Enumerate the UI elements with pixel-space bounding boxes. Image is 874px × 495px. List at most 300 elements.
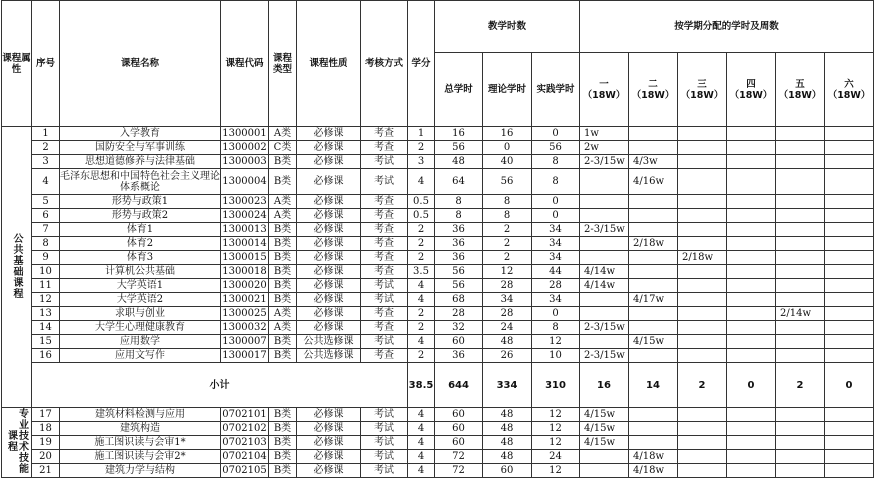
total-hours-cell: 36	[435, 349, 483, 363]
semester-6-cell	[825, 464, 874, 478]
header-semester-5: 五 （18W）	[776, 53, 825, 127]
semester-4-cell	[727, 237, 776, 251]
semester-5-cell	[776, 155, 825, 169]
header-course-type: 课程类型	[269, 1, 297, 127]
course-code-cell: 1300021	[222, 294, 267, 305]
semester-3-cell: 2/18w	[678, 251, 727, 265]
total-hours-cell: 8	[435, 195, 483, 209]
theory-hours-cell: 34	[483, 293, 532, 307]
practice-hours-cell: 10	[532, 349, 580, 363]
semester-6-cell	[825, 335, 874, 349]
assessment-cell: 考查	[361, 195, 408, 209]
course-nature-cell: 必修课	[297, 237, 361, 251]
semester-1-cell	[580, 209, 629, 223]
semester-6-cell	[825, 251, 874, 265]
practice-hours-cell: 28	[532, 279, 580, 293]
semester-6-cell	[825, 279, 874, 293]
seq-cell: 12	[32, 293, 60, 307]
theory-hours-cell: 48	[483, 450, 532, 464]
total-hours-cell: 32	[435, 321, 483, 335]
seq-cell: 17	[32, 408, 60, 422]
theory-hours-cell: 0	[483, 141, 532, 155]
total-hours-cell: 16	[435, 127, 483, 141]
course-nature-cell: 必修课	[297, 450, 361, 464]
table-row	[2, 279, 874, 293]
seq-cell: 15	[32, 335, 60, 349]
semester-2-cell	[629, 279, 678, 293]
header-semester-allocation: 按学期分配的学时及周数	[580, 1, 874, 53]
assessment-cell: 考查	[361, 349, 408, 363]
course-code-cell: 1300003	[222, 156, 267, 167]
seq-cell: 16	[32, 349, 60, 363]
subtotal-credit: 38.5	[408, 363, 435, 408]
table-row	[2, 422, 874, 436]
semester-2-cell	[629, 408, 678, 422]
course-type-cell: B类	[269, 293, 297, 307]
header-teaching-hours: 教学时数	[435, 1, 580, 53]
practice-hours-cell: 44	[532, 265, 580, 279]
semester-5-cell	[776, 349, 825, 363]
semester-5-cell	[776, 422, 825, 436]
semester-3-cell	[678, 169, 727, 195]
credit-cell: 3	[408, 155, 435, 169]
semester-4-cell	[727, 450, 776, 464]
header-course-name: 课程名称	[60, 1, 221, 127]
semester-5-cell	[776, 450, 825, 464]
semester-5-cell	[776, 321, 825, 335]
course-type-cell: B类	[269, 436, 297, 450]
course-name-cell: 施工图识读与会审2*	[60, 450, 221, 464]
course-name-cell: 形势与政策2	[60, 209, 221, 223]
course-type-cell: B类	[269, 335, 297, 349]
assessment-cell: 考查	[361, 237, 408, 251]
practice-hours-cell: 56	[532, 141, 580, 155]
semester-2-cell: 4/18w	[629, 450, 678, 464]
header-total-hours: 总学时	[435, 53, 483, 127]
course-code-cell: 1300015	[222, 252, 267, 263]
semester-6-cell	[825, 223, 874, 237]
course-code-cell: 0702105	[222, 465, 267, 476]
course-name-cell: 建筑构造	[60, 422, 221, 436]
theory-hours-cell: 26	[483, 349, 532, 363]
subtotal-s5: 2	[776, 363, 825, 408]
semester-3-cell	[678, 408, 727, 422]
seq-cell: 11	[32, 279, 60, 293]
course-nature-cell: 公共选修课	[297, 349, 361, 363]
seq-cell: 3	[32, 155, 60, 169]
semester-4-cell	[727, 335, 776, 349]
semester-1-cell	[580, 237, 629, 251]
subtotal-label: 小计	[32, 363, 408, 408]
total-hours-cell: 72	[435, 464, 483, 478]
semester-4-cell	[727, 155, 776, 169]
course-name-cell: 大学英语1	[60, 279, 221, 293]
subtotal-total: 644	[435, 363, 483, 408]
course-code-cell: 0702103	[222, 437, 267, 448]
semester-3-cell	[678, 265, 727, 279]
assessment-cell: 考试	[361, 293, 408, 307]
practice-hours-cell: 0	[532, 307, 580, 321]
semester-1-cell: 2-3/15w	[580, 349, 629, 363]
credit-cell: 4	[408, 169, 435, 195]
credit-cell: 4	[408, 464, 435, 478]
semester-6-cell	[825, 307, 874, 321]
semester-2-cell	[629, 141, 678, 155]
course-nature-cell: 必修课	[297, 422, 361, 436]
assessment-cell: 考查	[361, 127, 408, 141]
course-type-cell: B类	[269, 408, 297, 422]
total-hours-cell: 60	[435, 422, 483, 436]
semester-2-cell	[629, 321, 678, 335]
course-code-cell: 1300014	[222, 238, 267, 249]
semester-3-cell	[678, 155, 727, 169]
seq-cell: 1	[32, 127, 60, 141]
header-practice-hours: 实践学时	[532, 53, 580, 127]
course-type-cell: B类	[269, 223, 297, 237]
credit-cell: 2	[408, 141, 435, 155]
semester-2-cell	[629, 209, 678, 223]
semester-1-cell: 4/15w	[580, 422, 629, 436]
total-hours-cell: 64	[435, 169, 483, 195]
course-nature-cell: 必修课	[297, 251, 361, 265]
theory-hours-cell: 48	[483, 436, 532, 450]
course-name-cell: 建筑材料检测与应用	[60, 408, 221, 422]
semester-3-cell	[678, 279, 727, 293]
semester-3-cell	[678, 195, 727, 209]
assessment-cell: 考试	[361, 408, 408, 422]
header-semester-1: 一 （18W）	[580, 53, 629, 127]
semester-1-cell	[580, 251, 629, 265]
semester-3-cell	[678, 321, 727, 335]
semester-6-cell	[825, 155, 874, 169]
semester-3-cell	[678, 307, 727, 321]
curriculum-table	[1, 0, 874, 478]
group-professional-skills	[2, 408, 32, 478]
assessment-cell: 考查	[361, 251, 408, 265]
seq-cell: 18	[32, 422, 60, 436]
seq-cell: 13	[32, 307, 60, 321]
subtotal-s2: 14	[629, 363, 678, 408]
course-code-cell: 1300001	[222, 128, 267, 139]
semester-5-cell	[776, 251, 825, 265]
practice-hours-cell: 12	[532, 422, 580, 436]
subtotal-practice: 310	[532, 363, 580, 408]
assessment-cell: 考查	[361, 307, 408, 321]
table-row	[2, 293, 874, 307]
practice-hours-cell: 8	[532, 169, 580, 195]
course-code-cell: 1300018	[222, 266, 267, 277]
seq-cell: 8	[32, 237, 60, 251]
assessment-cell: 考试	[361, 464, 408, 478]
table-row	[2, 127, 874, 141]
total-hours-cell: 60	[435, 408, 483, 422]
semester-4-cell	[727, 293, 776, 307]
seq-cell: 7	[32, 223, 60, 237]
course-code-cell: 1300007	[222, 336, 267, 347]
course-nature-cell: 必修课	[297, 436, 361, 450]
credit-cell: 2	[408, 251, 435, 265]
semester-4-cell	[727, 279, 776, 293]
assessment-cell: 考查	[361, 223, 408, 237]
semester-6-cell	[825, 408, 874, 422]
theory-hours-cell: 60	[483, 464, 532, 478]
table-row	[2, 321, 874, 335]
course-nature-cell: 必修课	[297, 279, 361, 293]
theory-hours-cell: 40	[483, 155, 532, 169]
course-name-cell: 计算机公共基础	[60, 265, 221, 279]
practice-hours-cell: 12	[532, 436, 580, 450]
course-code-cell: 1300025	[222, 308, 267, 319]
semester-5-cell	[776, 464, 825, 478]
course-name-cell: 应用数学	[60, 335, 221, 349]
semester-4-cell	[727, 223, 776, 237]
total-hours-cell: 36	[435, 251, 483, 265]
semester-6-cell	[825, 127, 874, 141]
semester-2-cell: 4/16w	[629, 169, 678, 195]
semester-1-cell: 2-3/15w	[580, 223, 629, 237]
course-nature-cell: 必修课	[297, 321, 361, 335]
semester-1-cell: 4/14w	[580, 279, 629, 293]
semester-2-cell	[629, 307, 678, 321]
course-type-cell: B类	[269, 279, 297, 293]
theory-hours-cell: 24	[483, 321, 532, 335]
course-type-cell: B类	[269, 169, 297, 195]
credit-cell: 4	[408, 335, 435, 349]
credit-cell: 2	[408, 223, 435, 237]
table-row	[2, 141, 874, 155]
theory-hours-cell: 28	[483, 307, 532, 321]
credit-cell: 2	[408, 307, 435, 321]
table-row	[2, 155, 874, 169]
semester-2-cell	[629, 436, 678, 450]
semester-2-cell: 4/3w	[629, 155, 678, 169]
total-hours-cell: 60	[435, 335, 483, 349]
table-row	[2, 251, 874, 265]
theory-hours-cell: 48	[483, 422, 532, 436]
semester-2-cell	[629, 127, 678, 141]
course-nature-cell: 必修课	[297, 209, 361, 223]
table-row	[2, 335, 874, 349]
course-name-cell: 建筑力学与结构	[60, 464, 221, 478]
subtotal-row	[2, 363, 874, 408]
practice-hours-cell: 8	[532, 321, 580, 335]
credit-cell: 2	[408, 237, 435, 251]
semester-1-cell: 4/15w	[580, 436, 629, 450]
theory-hours-cell: 48	[483, 335, 532, 349]
semester-6-cell	[825, 209, 874, 223]
credit-cell: 4	[408, 422, 435, 436]
seq-cell: 20	[32, 450, 60, 464]
semester-5-cell	[776, 335, 825, 349]
course-code-cell: 0702102	[222, 423, 267, 434]
course-type-cell: A类	[269, 209, 297, 223]
header-theory-hours: 理论学时	[483, 53, 532, 127]
subtotal-s6: 0	[825, 363, 874, 408]
course-nature-cell: 必修课	[297, 223, 361, 237]
course-type-cell: B类	[269, 237, 297, 251]
theory-hours-cell: 16	[483, 127, 532, 141]
semester-3-cell	[678, 422, 727, 436]
theory-hours-cell: 2	[483, 237, 532, 251]
course-name-cell: 思想道德修养与法律基础	[60, 155, 221, 169]
practice-hours-cell: 34	[532, 251, 580, 265]
assessment-cell: 考试	[361, 422, 408, 436]
total-hours-cell: 8	[435, 209, 483, 223]
subtotal-s1: 16	[580, 363, 629, 408]
course-name-cell: 毛泽东思想和中国特色社会主义理论体系概论	[60, 170, 220, 193]
course-code-cell: 1300017	[222, 350, 267, 361]
semester-4-cell	[727, 195, 776, 209]
seq-cell: 2	[32, 141, 60, 155]
semester-2-cell: 4/17w	[629, 293, 678, 307]
credit-cell: 4	[408, 408, 435, 422]
course-type-cell: B类	[269, 464, 297, 478]
semester-2-cell	[629, 265, 678, 279]
theory-hours-cell: 2	[483, 251, 532, 265]
group-public-basic	[2, 127, 32, 408]
header-course-attr: 课程属性	[2, 1, 32, 127]
course-type-cell: B类	[269, 349, 297, 363]
credit-cell: 1	[408, 127, 435, 141]
total-hours-cell: 36	[435, 237, 483, 251]
total-hours-cell: 60	[435, 436, 483, 450]
course-nature-cell: 必修课	[297, 127, 361, 141]
theory-hours-cell: 12	[483, 265, 532, 279]
semester-6-cell	[825, 293, 874, 307]
course-name-cell: 入学教育	[60, 127, 221, 141]
semester-5-cell	[776, 127, 825, 141]
semester-5-cell	[776, 141, 825, 155]
header-course-nature: 课程性质	[297, 1, 361, 127]
course-name-cell: 体育3	[60, 251, 221, 265]
credit-cell: 3.5	[408, 265, 435, 279]
semester-2-cell	[629, 422, 678, 436]
credit-cell: 2	[408, 349, 435, 363]
course-nature-cell: 必修课	[297, 169, 361, 195]
assessment-cell: 考查	[361, 265, 408, 279]
practice-hours-cell: 0	[532, 209, 580, 223]
semester-1-cell	[580, 335, 629, 349]
semester-2-cell	[629, 195, 678, 209]
table-row	[2, 436, 874, 450]
theory-hours-cell: 2	[483, 223, 532, 237]
header-assessment: 考核方式	[361, 1, 408, 127]
table-row	[2, 223, 874, 237]
course-type-cell: B类	[269, 450, 297, 464]
theory-hours-cell: 48	[483, 408, 532, 422]
assessment-cell: 考试	[361, 279, 408, 293]
credit-cell: 0.5	[408, 195, 435, 209]
semester-5-cell	[776, 237, 825, 251]
semester-3-cell	[678, 293, 727, 307]
total-hours-cell: 56	[435, 265, 483, 279]
course-name-cell: 国防安全与军事训练	[60, 141, 221, 155]
semester-4-cell	[727, 307, 776, 321]
course-nature-cell: 必修课	[297, 141, 361, 155]
total-hours-cell: 72	[435, 450, 483, 464]
header-course-code: 课程代码	[221, 1, 269, 127]
credit-cell: 2	[408, 321, 435, 335]
seq-cell: 19	[32, 436, 60, 450]
course-nature-cell: 必修课	[297, 265, 361, 279]
semester-4-cell	[727, 436, 776, 450]
semester-2-cell: 4/18w	[629, 464, 678, 478]
semester-1-cell: 2w	[580, 141, 629, 155]
credit-cell: 0.5	[408, 209, 435, 223]
semester-5-cell	[776, 436, 825, 450]
table-row	[2, 195, 874, 209]
course-type-cell: A类	[269, 321, 297, 335]
practice-hours-cell: 24	[532, 450, 580, 464]
semester-6-cell	[825, 195, 874, 209]
semester-3-cell	[678, 436, 727, 450]
semester-5-cell	[776, 209, 825, 223]
practice-hours-cell: 34	[532, 293, 580, 307]
semester-3-cell	[678, 349, 727, 363]
credit-cell: 4	[408, 436, 435, 450]
assessment-cell: 考试	[361, 436, 408, 450]
semester-1-cell: 4/14w	[580, 265, 629, 279]
semester-5-cell	[776, 195, 825, 209]
course-code-cell: 1300020	[222, 280, 267, 291]
practice-hours-cell: 34	[532, 237, 580, 251]
table-row	[2, 307, 874, 321]
subtotal-s4: 0	[727, 363, 776, 408]
header-semester-6: 六 （18W）	[825, 53, 874, 127]
theory-hours-cell: 28	[483, 279, 532, 293]
semester-5-cell	[776, 223, 825, 237]
credit-cell: 4	[408, 450, 435, 464]
semester-1-cell	[580, 195, 629, 209]
table-row	[2, 209, 874, 223]
table-row	[2, 450, 874, 464]
semester-2-cell	[629, 223, 678, 237]
semester-2-cell: 4/15w	[629, 335, 678, 349]
practice-hours-cell: 0	[532, 127, 580, 141]
course-type-cell: B类	[269, 265, 297, 279]
semester-1-cell	[580, 307, 629, 321]
table-row	[2, 464, 874, 478]
table-row	[2, 169, 874, 195]
semester-6-cell	[825, 169, 874, 195]
semester-3-cell	[678, 141, 727, 155]
group-public-basic-label: 公共基础课程	[11, 232, 22, 299]
table-row	[2, 408, 874, 422]
semester-4-cell	[727, 209, 776, 223]
semester-6-cell	[825, 237, 874, 251]
semester-3-cell	[678, 237, 727, 251]
table-row	[2, 349, 874, 363]
semester-4-cell	[727, 422, 776, 436]
course-code-cell: 1300023	[222, 196, 267, 207]
course-nature-cell: 必修课	[297, 464, 361, 478]
course-nature-cell: 必修课	[297, 155, 361, 169]
assessment-cell: 考试	[361, 450, 408, 464]
semester-2-cell: 2/18w	[629, 237, 678, 251]
semester-6-cell	[825, 321, 874, 335]
seq-cell: 10	[32, 265, 60, 279]
header-semester-2: 二 （18W）	[629, 53, 678, 127]
semester-6-cell	[825, 265, 874, 279]
course-code-cell: 1300002	[222, 142, 267, 153]
semester-6-cell	[825, 141, 874, 155]
course-nature-cell: 必修课	[297, 293, 361, 307]
credit-cell: 4	[408, 293, 435, 307]
semester-1-cell: 4/15w	[580, 408, 629, 422]
course-type-cell: A类	[269, 127, 297, 141]
course-type-cell: B类	[269, 251, 297, 265]
course-name-cell: 形势与政策1	[60, 195, 221, 209]
